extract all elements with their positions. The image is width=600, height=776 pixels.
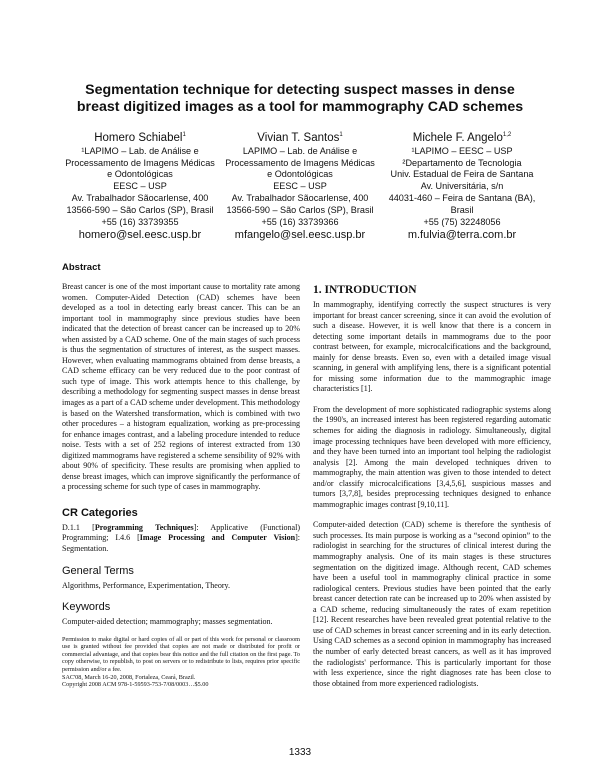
- author-name: Michele F. Angelo$^{1,2}$: [412, 131, 512, 144]
- author-affiliation-line: LAPIMO – Lab. de Análise e: [242, 145, 358, 156]
- author-block-3: [372, 128, 552, 242]
- author-affiliation-line: Processamento de Imagens Médicas: [65, 157, 215, 168]
- introduction-paragraph-2: From the development of more sophisticated radiographic systems along the 1990's, an increased interest has been registered regarding automatic schemes for aiding the diagnosis in radiology. Simultaneously, digital image processing techniques have been developed with more efficiency, and they have been turned into an important tool helping the radiologist analysis [2]. Among the main developed techniques driven to mammography, the main attention was given to those intended to detect and/or classify microcalcifications [3,4,5,6], suspicious masses and tumors [3,7,8], besides preprocessing techniques designed to enhance mammographic images contrast [9,10,11].: [313, 404, 551, 509]
- author-phone: +55 (75) 32248056: [423, 216, 501, 227]
- permission-text: Permission to make digital or hard copies of all or part of this work for personal or classroom use is granted without fee provided that copies are not made or distributed for profit or commercial advantage, and that copies bear this notice and the full citation on the first page. To copy otherwise, to republish, to post on servers or to redistribute to lists, requires prior specific permission and/or a fee.: [62, 635, 300, 674]
- conference-line: SAC'08, March 16-20, 2008, Fortaleza, Ceará, Brazil.: [62, 673, 196, 681]
- cr-categories-text: D.1.1 [Programming Techniques]: Applicative (Functional) Programming; I.4.6 [Image Processing and Computer Vision]: Segmentation.: [62, 522, 300, 554]
- abstract-text: Breast cancer is one of the most important cause to mortality rate among women. Computer-Aided Detection (CAD) schemes have been developed as a tool in detecting early breast cancer. This can be an important tool in mammography since previous studies have been indicated that the detection of breast cancer can be increased up to 20% when assisted by a CAD scheme. One of the main stages of such process is thus the segmentation of structures of interest, as the suspect masses. However, when evaluating mammograms obtained from dense breasts, a CAD scheme efficacy can be very reduced due to the poor contrast of such type of image. This work attempts hence to this challenge, by describing a methodology for segmenting suspect masses in dense breast images as a part of a CAD scheme under development. This methodology is based on the Watershed transformation, which is combined with two other procedures – a histogram equalization, working as pre-processing for enhance images contrast, and a labeling procedure intended to reduce noise. Tests with a set of 252 regions of interest extracted from 130 digitized mammograms have registered a scheme sensibility of 92% with about 90% of specificity. These results are promising when applied to dense breast images, which can improve significantly the performance of a processing scheme for such type of cases in mammography.: [62, 282, 300, 492]
- author-email: homero@sel.eesc.usp.br: [78, 229, 202, 242]
- author-phone: +55 (16) 33739366: [261, 216, 339, 227]
- cr-categories-heading: CR Categories: [62, 506, 138, 519]
- title-line-2: breast digitized images as a tool for mammography CAD schemes: [76, 99, 524, 115]
- author-affiliation-line: e Odontológicas: [267, 169, 333, 180]
- author-affiliation-line: ²Departamento de Tecnologia: [402, 157, 522, 168]
- left-column: [62, 282, 300, 689]
- author-name: Vivian T. Santos$^1$: [257, 131, 343, 144]
- author-address-line: Av. Trabalhador Sãocarlense, 400: [71, 193, 209, 204]
- author-affiliation-line: ¹LAPIMO – Lab. de Análise e: [81, 145, 199, 156]
- introduction-heading: 1. INTRODUCTION: [313, 284, 417, 296]
- author-affiliation-line: Univ. Estadual de Feira de Santana: [390, 169, 534, 180]
- paper-title: [40, 82, 560, 116]
- abstract-heading: Abstract: [62, 262, 101, 273]
- introduction-paragraph-1: In mammography, identifying correctly the suspect structures is very important for breast cancer screening, since it can avoid the evolution of such a disease. However, it is well know that there is a concern in detecting some important details in mammograms due to the poor contrast between, for example, microcalcifications and the background, mainly for dense breasts. Even so, even with a detailed image visual scanning, in general with amplifying lens, there is a significant potential for missing some information due to the mammographic image characteristics [1].: [313, 300, 551, 394]
- author-email: mfangelo@sel.eesc.usp.br: [234, 229, 366, 242]
- author-affiliation-line: Processamento de Imagens Médicas: [225, 157, 375, 168]
- author-address-line: 13566-590 – São Carlos (SP), Brasil: [226, 204, 374, 215]
- author-affiliation-line: e Odontológicas: [107, 169, 173, 180]
- title-line-1: Segmentation technique for detecting suspect masses in dense: [85, 82, 515, 98]
- author-affiliation-line: Av. Universitária, s/n: [420, 181, 504, 192]
- general-terms-heading: General Terms: [62, 564, 134, 577]
- author-name: Homero Schiabel$^1$: [94, 131, 186, 144]
- author-address-line: 44031-460 – Feira de Santana (BA),: [388, 193, 536, 204]
- author-affiliation-line: EESC – USP: [113, 181, 167, 192]
- author-address-line: Brasil: [450, 204, 474, 215]
- general-terms-text: Algorithms, Performance, Experimentation, Theory.: [62, 580, 231, 590]
- page-number: 1333: [288, 747, 312, 758]
- author-address-line: 13566-590 – São Carlos (SP), Brasil: [66, 204, 214, 215]
- introduction-paragraph-3: Computer-aided detection (CAD) scheme is therefore the synthesis of such processes. Its main purpose is working as a “second opinion” to the radiologist in searching for the structures of clinical interest during the mammography analysis. One of its main stages is these structures segmentation on the digitized image. Although recent, CAD schemes have been a useful tool in mammography clinical practice in some radiological centers. Previous studies have been pointed that the early breast cancer detection rate can be increased up to 20% when assisted by a CAD scheme, reducing simultaneously the rates of exam repetition [12]. Recent researches have been revealed great potential relative to the use of CAD schemes in breast cancer screening and in its early detection. Using CAD schemes as a second opinion in mammography has increased the number of early detected breast cancers, as well as it has improved the radiologists' performance. This is particularly important for those with less experience, since the right diagnoses rate has been close to those obtained from more experienced radiologists.: [313, 520, 551, 688]
- author-block-1: [50, 128, 230, 242]
- author-block-2: [210, 128, 390, 242]
- copyright-line: Copyright 2008 ACM 978-1-59593-753-7/08/0003…$5.00: [62, 681, 209, 689]
- right-column: [313, 284, 551, 689]
- permission-notice: [62, 636, 300, 689]
- author-email: m.fulvia@terra.com.br: [407, 229, 517, 242]
- author-affiliation-line: ¹LAPIMO – EESC – USP: [411, 145, 513, 156]
- author-address-line: Av. Trabalhador Sãocarlense, 400: [231, 193, 369, 204]
- author-affiliation-line: EESC – USP: [273, 181, 327, 192]
- author-phone: +55 (16) 33739355: [101, 216, 179, 227]
- keywords-heading: Keywords: [62, 601, 111, 614]
- keywords-text: Computer-aided detection; mammography; masses segmentation.: [62, 617, 273, 627]
